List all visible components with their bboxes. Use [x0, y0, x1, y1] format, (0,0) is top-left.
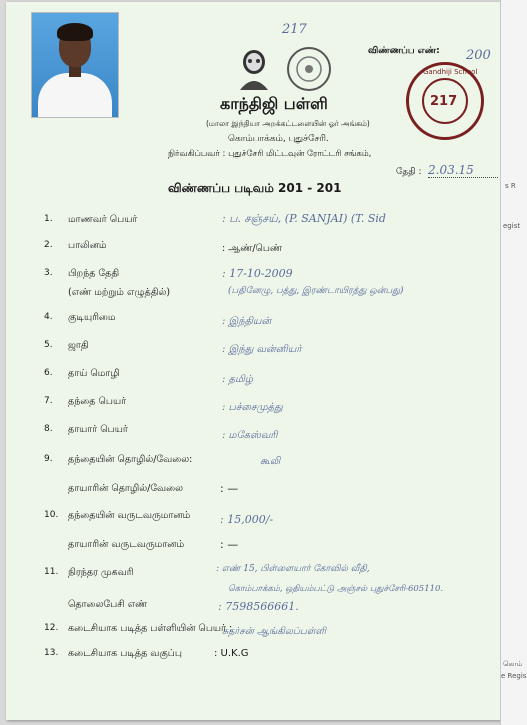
father-name-label: தந்தை பெயர் — [68, 396, 127, 407]
gender-label: பாலினம் — [68, 240, 107, 251]
edge-text: e Regis — [501, 672, 527, 680]
gender-value: : ஆண்/பெண் — [222, 243, 283, 254]
mother-occupation-label: தாயாரின் தொழில்/வேலை — [68, 483, 184, 494]
previous-class-label: கடைசியாக படித்த வகுப்பு — [68, 648, 182, 659]
student-photo — [31, 12, 119, 118]
father-occupation-value: கூலி — [260, 456, 281, 467]
rotary-seal-icon — [286, 46, 332, 92]
field-number: 1. — [44, 214, 53, 224]
address-value-line1: : எண் 15, பிள்ளையார் கோவில் வீதி, — [216, 564, 370, 574]
address-label: நிரந்தர முகவரி — [68, 567, 134, 578]
stamp-number: 217 — [430, 94, 458, 109]
serial-number: 217 — [282, 22, 307, 37]
edge-text: கொம் — [503, 660, 523, 668]
field-number: 12. — [44, 623, 59, 633]
caste-value: : இந்து வன்னியர் — [222, 344, 302, 355]
address-value-line2: கொம்பாக்கம், ஒதியம்பட்டு அஞ்சல் புதுச்சேரி-605110. — [228, 584, 444, 594]
field-number: 5. — [44, 340, 53, 350]
previous-class-value: : U.K.G — [214, 648, 249, 659]
phone-label: தொலைபேசி எண் — [68, 599, 148, 610]
stamp-text: Gandhiji School — [423, 68, 478, 76]
application-no-value: 200 — [466, 48, 491, 63]
nationality-label: குடியுரிமை — [68, 312, 116, 323]
school-affiliation: (மாலா இந்தியா அறக்கட்டளையின் ஓர் அங்கம்) — [206, 119, 370, 128]
mother-income-label: தாயாரின் வருடவருமானம் — [68, 539, 185, 550]
form-title: விண்ணப்ப படிவம் 201 - 201 — [168, 181, 342, 195]
student-name-value: : ப. சஞ்சய், (P. SANJAI) (T. Sid — [222, 212, 386, 225]
field-number: 11. — [44, 567, 59, 577]
adjacent-page-edge — [500, 0, 527, 725]
caste-label: ஜாதி — [68, 340, 89, 351]
field-number: 6. — [44, 368, 53, 378]
dob-label: பிறந்த தேதி — [68, 268, 120, 279]
application-form-sheet — [6, 2, 513, 720]
mother-tongue-value: : தமிழ் — [222, 374, 253, 385]
edge-text: egist — [503, 222, 521, 230]
field-number: 4. — [44, 312, 53, 322]
previous-school-label: கடைசியாக படித்த பள்ளியின் பெயர் : — [68, 623, 233, 634]
dob-words-label: (எண் மற்றும் எழுத்தில்) — [68, 287, 171, 298]
field-number: 7. — [44, 396, 53, 406]
father-occupation-label: தந்தையின் தொழில்/வேலை: — [68, 454, 193, 465]
mother-occupation-value: : — — [220, 482, 239, 495]
dob-words-value: (பதினேழு, பத்து, இரண்டாயிரத்து ஒன்பது) — [228, 286, 404, 296]
father-name-value: : பச்சைமுத்து — [222, 402, 283, 413]
mother-income-value: : — — [220, 538, 239, 551]
application-no-label: விண்ணப்ப எண்: — [368, 46, 440, 56]
edge-text: s R — [505, 182, 516, 190]
student-name-label: மாணவர் பெயர் — [68, 214, 138, 225]
mother-tongue-label: தாய் மொழி — [68, 368, 120, 379]
dob-value: : 17-10-2009 — [222, 267, 293, 280]
field-number: 3. — [44, 268, 53, 278]
mother-name-value: : மகேஸ்வரி — [222, 430, 278, 441]
date-label: தேதி : — [396, 167, 422, 177]
school-stamp — [406, 62, 484, 140]
school-name: காந்திஜி பள்ளி — [220, 94, 328, 113]
field-number: 2. — [44, 240, 53, 250]
school-address: கொம்பாக்கம், புதுச்சேரி. — [228, 134, 329, 144]
gandhi-logo-icon — [234, 46, 274, 90]
school-administrator: நிர்வகிப்பவர் : புதுச்சேரி மிட்டவுன் ரோட்டரி சங்கம், — [168, 149, 372, 159]
field-number: 8. — [44, 424, 53, 434]
father-income-label: தந்தையின் வருடவருமானம் — [68, 510, 191, 521]
date-value: 2.03.15 — [428, 163, 498, 178]
field-number: 10. — [44, 510, 59, 520]
nationality-value: : இந்தியன் — [222, 316, 272, 327]
phone-value: : 7598566661. — [218, 600, 299, 613]
previous-school-value: சுதர்சன் ஆங்கிலப்பள்ளி — [222, 626, 327, 637]
father-income-value: : 15,000/- — [220, 513, 274, 526]
field-number: 9. — [44, 454, 53, 464]
mother-name-label: தாயார் பெயர் — [68, 424, 128, 435]
field-number: 13. — [44, 648, 59, 658]
